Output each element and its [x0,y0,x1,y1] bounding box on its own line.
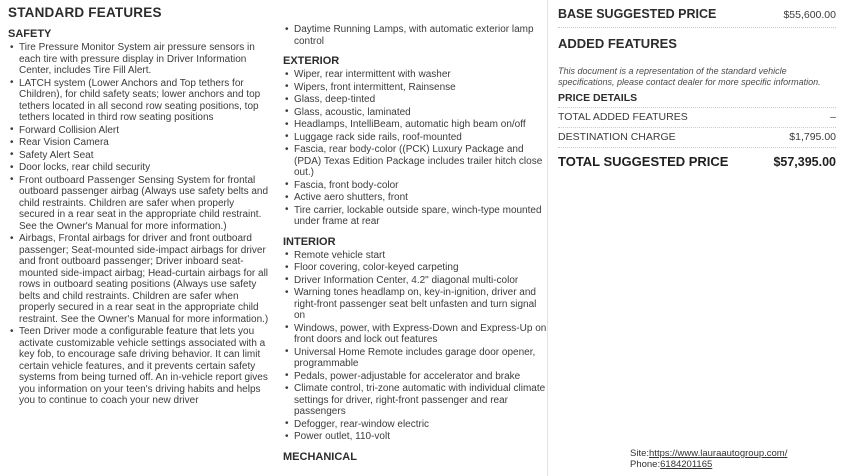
disclaimer-text: This document is a representation of the standard vehicle specifications, please contact dealer for more specific information. [558,66,821,87]
site-line [630,448,787,459]
standard-features-column-middle [283,5,548,465]
standard-features-column-left [8,5,271,408]
feature-item: • Glass, acoustic, laminated [294,107,548,119]
feature-item: • Wipers, front intermittent, Rainsense [294,82,548,94]
total-added-features-value: – [830,111,836,123]
price-details-heading: PRICE DETAILS [558,90,836,108]
total-suggested-price-label: TOTAL SUGGESTED PRICE [558,154,729,169]
feature-item: • Fascia, rear body-color ((PCK) Luxury Package and (PDA) Texas Edition Package includes trailer hitch close out.) [294,144,548,179]
feature-item: • Pedals, power-adjustable for accelerator and brake [294,371,548,383]
destination-charge-value: $1,795.00 [789,131,836,143]
feature-item: • Safety Alert Seat [19,150,271,162]
site-label: Site: [630,448,650,459]
feature-item: • Luggage rack side rails, roof-mounted [294,132,548,144]
price-panel [547,0,842,476]
feature-item: • Door locks, rear child security [19,162,271,174]
feature-item: • Floor covering, color-keyed carpeting [294,262,548,274]
safety-feature-list [8,42,271,407]
base-price-row [558,4,836,28]
feature-item: • Front outboard Passenger Sensing System for frontal outboard passenger airbag (Always use safety belts and child restraints. Children are safer when properly secured in a rear seat in the appropriate child restraint. See the Owner's Manual for more information.) [19,175,271,233]
feature-item: • Windows, power, with Express-Down and Express-Up on front doors and lock out features [294,323,548,346]
added-features-heading: ADDED FEATURES [558,36,677,51]
feature-item: • Daytime Running Lamps, with automatic exterior lamp control [294,24,548,47]
feature-item: • Defogger, rear-window electric [294,419,548,431]
destination-charge-label: DESTINATION CHARGE [558,131,676,143]
feature-item: • Universal Home Remote includes garage door opener, programmable [294,347,548,370]
standard-features-title: STANDARD FEATURES [8,5,162,20]
feature-item: • Fascia, front body-color [294,180,548,192]
feature-item: • Forward Collision Alert [19,125,271,137]
base-price-label: BASE SUGGESTED PRICE [558,7,717,21]
feature-item: • Tire carrier, lockable outside spare, winch-type mounted under frame at rear [294,205,548,228]
feature-item: • Remote vehicle start [294,250,548,262]
phone-link[interactable]: 6184201165 [660,459,713,470]
total-suggested-price-value: $57,395.00 [773,155,836,169]
section-heading-exterior: EXTERIOR [283,55,340,67]
exterior-feature-list [283,69,548,228]
feature-item: • Climate control, tri-zone automatic with individual climate settings for driver, right-front passenger and rear passengers [294,383,548,418]
total-added-features-row [558,108,836,128]
total-suggested-price-row [558,148,836,169]
feature-item: • Warning tones headlamp on, key-in-ignition, driver and right-front passenger seat belt unfasten and turn signal on [294,287,548,322]
feature-item: • Power outlet, 110-volt [294,431,548,443]
phone-label: Phone: [630,459,661,470]
feature-item: • LATCH system (Lower Anchors and Top tethers for Children), for child safety seats; lower anchors and top tethers located in all second row seating positions, top tethers located in third row seating positions [19,78,271,124]
section-heading-safety: SAFETY [8,28,52,40]
feature-item: • Tire Pressure Monitor System air pressure sensors in each tire with pressure display in Driver Information Center, includes Tire Fill Alert. [19,42,271,77]
total-added-features-label: TOTAL ADDED FEATURES [558,111,688,123]
site-link[interactable]: https://www.lauraautogroup.com/ [649,448,788,459]
feature-item: • Wiper, rear intermittent with washer [294,69,548,81]
feature-item: • Active aero shutters, front [294,192,548,204]
feature-item: • Airbags, Frontal airbags for driver and front outboard passenger; Seat-mounted side-impact airbags for driver and front outboard passenger; Driver inboard seat-mounted side-impact airbag; Head-curtain airbags for all rows in outboard seating positions (Always use safety belts and child restraints. Children are safer when properly secured in a rear seat in the appropriate child restraint. See the Owner's Manual for more information.) [19,233,271,325]
section-heading-mechanical: MECHANICAL [283,450,357,463]
lighting-feature-list [283,24,548,47]
feature-item: • Headlamps, IntelliBeam, automatic high beam on/off [294,119,548,131]
base-price-value: $55,600.00 [783,9,836,21]
destination-charge-row [558,128,836,148]
phone-line [630,459,787,470]
feature-item: • Driver Information Center, 4.2" diagonal multi-color [294,275,548,287]
feature-item: • Rear Vision Camera [19,137,271,149]
feature-item: • Teen Driver mode a configurable feature that lets you activate customizable vehicle settings associated with a key fob, to encourage safe driving behavior. It can limit certain vehicle features, and it prevents certain safety systems from being turned off. An in-vehicle report gives you information on your teen's driving habits and helps you to continue to coach your new driver [19,326,271,407]
feature-item: • Glass, deep-tinted [294,94,548,106]
section-heading-interior: INTERIOR [283,235,336,248]
interior-feature-list [283,250,548,443]
dealer-contact-footer [630,448,787,470]
